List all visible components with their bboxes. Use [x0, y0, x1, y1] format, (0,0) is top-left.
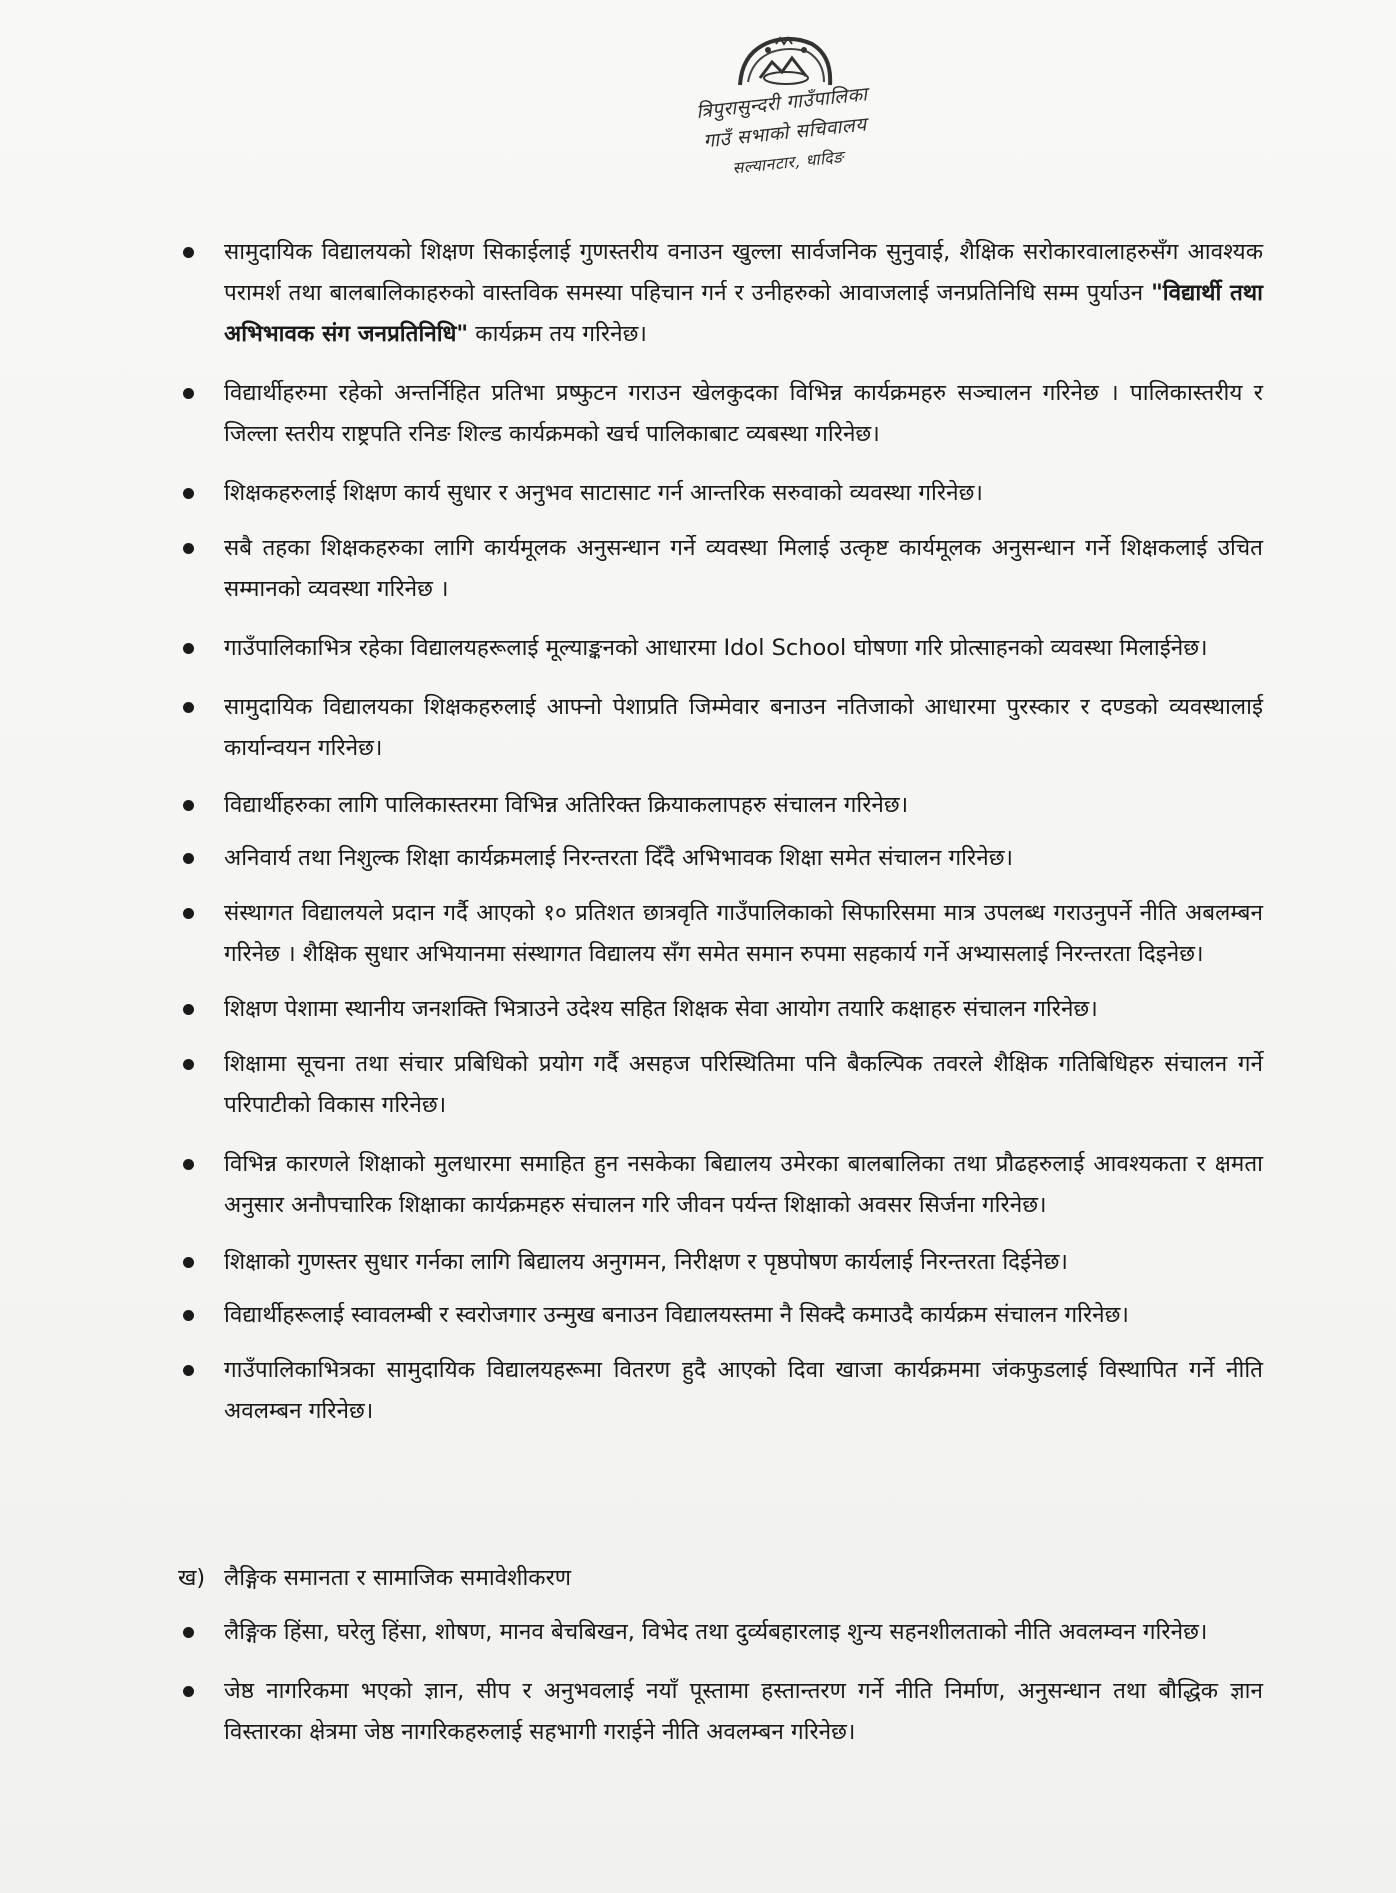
- section-title: लैङ्गिक समानता र सामाजिक समावेशीकरण: [224, 1565, 572, 1591]
- bullet-icon: [183, 853, 194, 864]
- list-item-text: शिक्षामा सूचना तथा संचार प्रबिधिको प्रयोग गर्दै असहज परिस्थितिमा पनि बैकल्पिक तवरले शैक्षिक गतिबिधिहरु संचालन गर्ने परिपाटीको विकास गरिनेछ।: [224, 1051, 1263, 1118]
- list-item: [178, 838, 1263, 879]
- bullet-icon: [183, 1159, 194, 1170]
- list-item-text: संस्थागत विद्यालयले प्रदान गर्दै आएको १० प्रतिशत छात्रवृति गाउँपालिकाको सिफारिसमा मात्र उपलब्ध गराउनुपर्ने नीति अबलम्बन गरिनेछ । शैक्षिक सुधार अभियानमा संस्थागत विद्यालय सँग समेत समान रुपमा सहकार्य गर्ने अभ्यासलाई निरन्तरता दिइनेछ।: [224, 900, 1263, 967]
- policy-list-gender: [178, 1612, 1263, 1753]
- list-item-text: गाउँपालिकाभित्रका सामुदायिक विद्यालयहरूमा वितरण हुदै आएको दिवा खाजा कार्यक्रममा जंकफुडलाई विस्थापित गर्ने नीति अवलम्बन गरिनेछ।: [224, 1357, 1263, 1424]
- list-item: [178, 1144, 1263, 1226]
- list-item: [178, 785, 1263, 826]
- list-item-text: सामुदायिक विद्यालयका शिक्षकहरुलाई आफ्नो पेशाप्रति जिम्मेवार बनाउन नतिजाको आधारमा पुरस्कार र दण्डको व्यवस्थालाई कार्यान्वयन गरिनेछ।: [224, 694, 1263, 761]
- list-item-text: शिक्षण पेशामा स्थानीय जनशक्ति भित्राउने उदेश्य सहित शिक्षक सेवा आयोग तयारि कक्षाहरु संचालन गरिनेछ।: [224, 996, 1098, 1022]
- bullet-icon: [183, 702, 194, 713]
- bullet-icon: [183, 643, 194, 654]
- list-item-text: सबै तहका शिक्षकहरुका लागि कार्यमूलक अनुसन्धान गर्ने व्यवस्था मिलाई उत्कृष्ट कार्यमूलक अनुसन्धान गर्ने शिक्षकलाई उचित सम्मानको व्यवस्था गरिनेछ ।: [224, 535, 1263, 602]
- list-item-text: गाउँपालिकाभित्र रहेका विद्यालयहरूलाई मूल्याङ्कनको आधारमा Idol School घोषणा गरि प्रोत्साहनको व्यवस्था मिलाईनेछ।: [224, 635, 1208, 661]
- bullet-icon: [183, 1627, 194, 1638]
- stamp-line-2: गाउँ सभाको सचिवालय: [702, 113, 868, 153]
- list-item: [178, 1044, 1263, 1126]
- bullet-icon: [183, 488, 194, 499]
- list-item: [178, 1242, 1263, 1283]
- list-item: [178, 373, 1263, 455]
- bullet-icon: [183, 908, 194, 919]
- list-item: [178, 628, 1263, 669]
- bullet-icon: [183, 543, 194, 554]
- list-item: [178, 232, 1263, 355]
- list-item-text: लैङ्गिक हिंसा, घरेलु हिंसा, शोषण, मानव बेचबिखन, विभेद तथा दुर्व्यबहारलाइ शुन्य सहनशीलताको नीति अवलम्वन गरिनेछ।: [224, 1619, 1208, 1645]
- stamp-line-3: सल्यानटार, धादिङ: [731, 147, 845, 178]
- list-item-text: जेष्ठ नागरिकमा भएको ज्ञान, सीप र अनुभवलाई नयाँ पूस्तामा हस्तान्तरण गर्ने नीति निर्माण, अनुसन्धान तथा बौद्धिक ज्ञान विस्तारका क्षेत्रमा जेष्ठ नागरिकहरुलाई सहभागी गराईने नीति अवलम्बन गरिनेछ।: [224, 1678, 1263, 1745]
- list-item: [178, 1295, 1263, 1336]
- bullet-icon: [183, 1365, 194, 1376]
- stamp-line-1: त्रिपुरासुन्दरी गाउँपालिका: [695, 83, 869, 124]
- list-item: [178, 528, 1263, 610]
- list-item-text: विभिन्न कारणले शिक्षाको मुलधारमा समाहित हुन नसकेका बिद्यालय उमेरका बालबालिका तथा प्रौढहरुलाई आवश्यकता र क्षमता अनुसार अनौपचारिक शिक्षाका कार्यक्रमहरु संचालन गरि जीवन पर्यन्त शिक्षाको अवसर सिर्जना गरिनेछ।: [224, 1151, 1263, 1218]
- list-item: [178, 1671, 1263, 1753]
- bullet-icon: [183, 1004, 194, 1015]
- bullet-icon: [183, 388, 194, 399]
- list-item-text: सामुदायिक विद्यालयको शिक्षण सिकाईलाई गुणस्तरीय वनाउन खुल्ला सार्वजनिक सुनुवाई, शैक्षिक सरोकारवालाहरुसँग आवश्यक परामर्श तथा बालबालिकाहरुको वास्तविक समस्या पहिचान गर्न र उनीहरुको आवाजलाई जनप्रतिनिधि सम्म पुर्याउन: [224, 239, 1263, 306]
- program-name: "विद्यार्थी तथा अभिभावक संग जनप्रतिनिधि": [224, 280, 1263, 347]
- bullet-icon: [183, 1310, 194, 1321]
- list-item: [178, 989, 1263, 1030]
- list-item-text: विद्यार्थीहरूलाई स्वावलम्बी र स्वरोजगार उन्मुख बनाउन विद्यालयस्तमा नै सिक्दै कमाउदै कार्यक्रम संचालन गरिनेछ।: [224, 1302, 1129, 1328]
- bullet-icon: [183, 1686, 194, 1697]
- list-item-text: अनिवार्य तथा निशुल्क शिक्षा कार्यक्रमलाई निरन्तरता दिँदै अभिभावक शिक्षा समेत संचालन गरिनेछ।: [224, 845, 1013, 871]
- bullet-icon: [183, 1059, 194, 1070]
- bullet-icon: [183, 1257, 194, 1268]
- list-item-text: शिक्षाको गुणस्तर सुधार गर्नका लागि बिद्यालय अनुगमन, निरीक्षण र पृष्ठपोषण कार्यलाई निरन्तरता दिईनेछ।: [224, 1249, 1068, 1275]
- section-heading: [178, 1558, 571, 1599]
- list-item: [178, 1612, 1263, 1653]
- list-item-text: विद्यार्थीहरुमा रहेको अन्तर्निहित प्रतिभा प्रष्फुटन गराउन खेलकुदका विभिन्न कार्यक्रमहरु सञ्चालन गरिनेछ । पालिकास्तरीय र जिल्ला स्तरीय राष्ट्रपति रनिङ शिल्ड कार्यक्रमको खर्च पालिकाबाट व्यबस्था गरिनेछ।: [224, 380, 1263, 447]
- list-item: [178, 1350, 1263, 1432]
- bullet-icon: [183, 247, 194, 258]
- list-item: [178, 893, 1263, 975]
- list-item-text: विद्यार्थीहरुका लागि पालिकास्तरमा विभिन्न अतिरिक्त क्रियाकलापहरु संचालन गरिनेछ।: [224, 792, 909, 818]
- list-item-text: शिक्षकहरुलाई शिक्षण कार्य सुधार र अनुभव साटासाट गर्न आन्तरिक सरुवाको व्यवस्था गरिनेछ।: [224, 480, 983, 506]
- bullet-icon: [183, 800, 194, 811]
- section-label: ख): [178, 1565, 206, 1591]
- office-stamp: [690, 30, 880, 205]
- list-item-text: कार्यक्रम तय गरिनेछ।: [468, 321, 647, 347]
- policy-list-education: [178, 232, 1263, 1432]
- list-item: [178, 473, 1263, 514]
- list-item: [178, 687, 1263, 769]
